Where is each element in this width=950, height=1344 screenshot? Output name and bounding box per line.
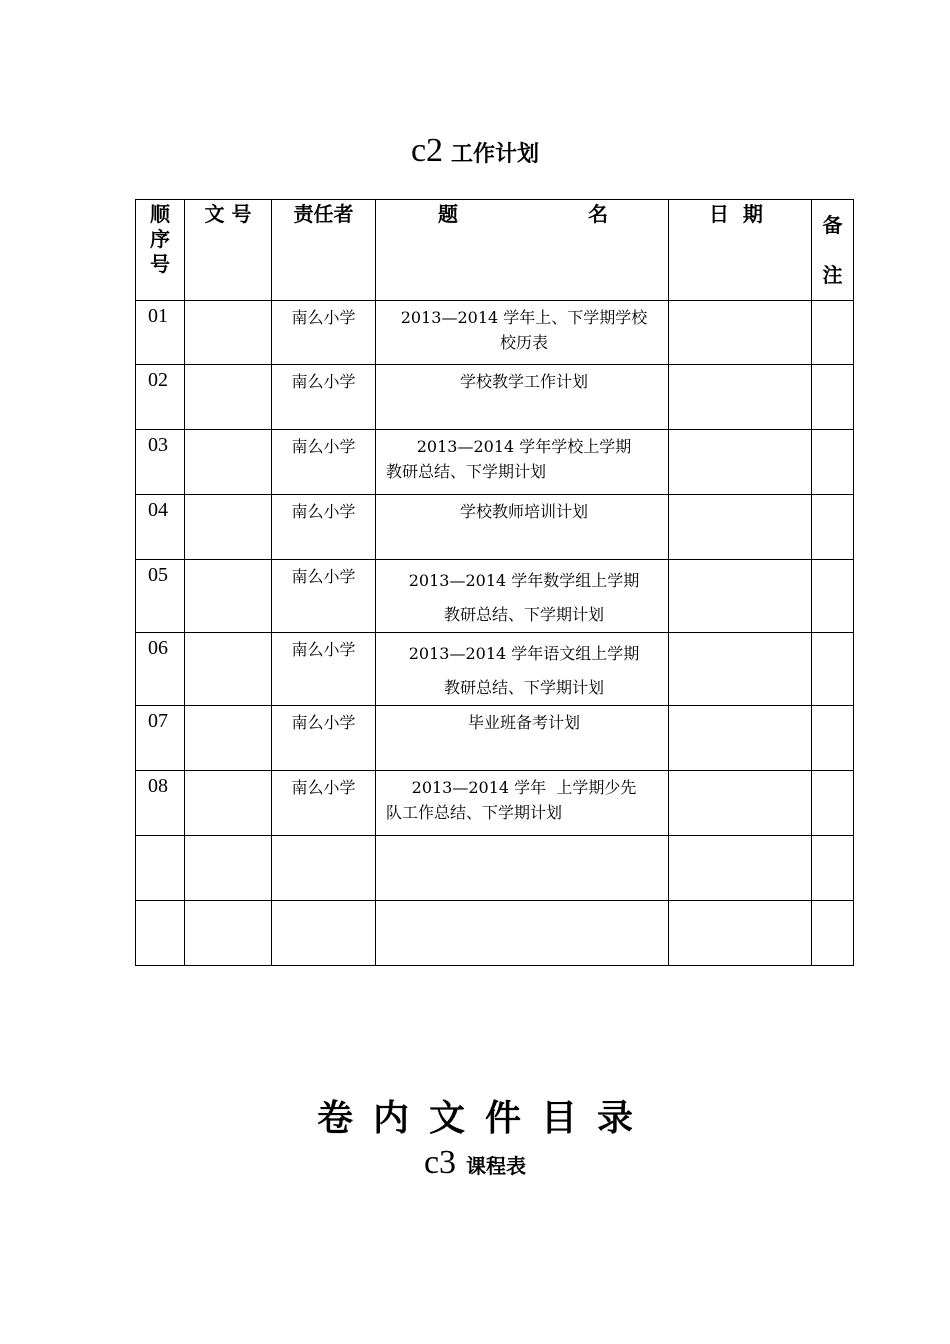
row-title-line: 教研总结、下学期计划	[386, 462, 547, 481]
header-responsible: 责任者	[272, 200, 376, 301]
row-seq: 08	[136, 771, 185, 836]
header-date: 日 期	[669, 200, 812, 301]
row-responsible: 南么小学	[272, 430, 376, 495]
section-code: c3	[423, 1144, 457, 1181]
row-remark	[812, 836, 854, 901]
row-date	[669, 706, 812, 771]
row-title-line: 学校教师培训计划	[459, 502, 588, 521]
section-label: 工作计划	[451, 142, 540, 167]
row-title-line: 2013—2014 学年语文组上学期	[408, 644, 640, 663]
row-docno	[185, 901, 272, 966]
row-remark	[812, 560, 854, 633]
row-remark	[812, 706, 854, 771]
row-title	[376, 706, 669, 771]
table-row	[136, 771, 854, 836]
row-responsible: 南么小学	[272, 633, 376, 706]
file-catalog-table	[135, 199, 854, 966]
row-responsible: 南么小学	[272, 771, 376, 836]
row-date	[669, 560, 812, 633]
row-title-line: 2013—2014 学年 上学期少先	[411, 778, 637, 797]
table-row	[136, 706, 854, 771]
row-date	[669, 901, 812, 966]
table-row	[136, 901, 854, 966]
row-responsible: 南么小学	[272, 365, 376, 430]
section-code: c2	[410, 132, 444, 169]
row-date	[669, 836, 812, 901]
row-title	[376, 836, 669, 901]
table-row	[136, 560, 854, 633]
row-title	[376, 365, 669, 430]
row-docno	[185, 560, 272, 633]
row-date	[669, 495, 812, 560]
table-row	[136, 633, 854, 706]
row-title-line: 2013—2014 学年学校上学期	[416, 437, 632, 456]
row-date	[669, 633, 812, 706]
table-header-row	[136, 200, 854, 301]
row-title-line: 队工作总结、下学期计划	[386, 803, 563, 822]
row-seq: 01	[136, 301, 185, 365]
row-title	[376, 495, 669, 560]
table-row	[136, 301, 854, 365]
row-seq	[136, 901, 185, 966]
row-docno	[185, 430, 272, 495]
table-row	[136, 836, 854, 901]
row-docno	[185, 633, 272, 706]
row-docno	[185, 495, 272, 560]
volume-catalog-heading: 卷内文件目录	[316, 1098, 653, 1139]
row-title-line: 2013—2014 学年数学组上学期	[408, 571, 640, 590]
header-remark: 备 注	[812, 200, 854, 301]
row-seq: 02	[136, 365, 185, 430]
row-responsible: 南么小学	[272, 301, 376, 365]
table-row	[136, 430, 854, 495]
row-responsible: 南么小学	[272, 495, 376, 560]
row-remark	[812, 771, 854, 836]
header-docno: 文 号	[185, 200, 272, 301]
row-date	[669, 430, 812, 495]
row-responsible	[272, 836, 376, 901]
row-title-line: 校历表	[499, 333, 548, 352]
row-title	[376, 430, 669, 495]
row-docno	[185, 301, 272, 365]
row-title-line: 学校教学工作计划	[459, 372, 588, 391]
row-docno	[185, 706, 272, 771]
row-responsible: 南么小学	[272, 560, 376, 633]
row-seq: 03	[136, 430, 185, 495]
row-docno	[185, 365, 272, 430]
row-title-line: 2013—2014 学年上、下学期学校	[400, 308, 648, 327]
section-title-c3	[0, 1144, 950, 1182]
row-title-line: 教研总结、下学期计划	[443, 678, 604, 697]
row-title	[376, 633, 669, 706]
row-remark	[812, 633, 854, 706]
row-title-line: 教研总结、下学期计划	[443, 605, 604, 624]
row-date	[669, 771, 812, 836]
section-title-c2	[0, 132, 950, 170]
header-seq: 顺 序 号	[136, 200, 185, 301]
table-row	[136, 495, 854, 560]
row-seq	[136, 836, 185, 901]
table-row	[136, 365, 854, 430]
row-responsible	[272, 901, 376, 966]
row-docno	[185, 836, 272, 901]
row-date	[669, 365, 812, 430]
row-remark	[812, 495, 854, 560]
row-title	[376, 560, 669, 633]
row-remark	[812, 430, 854, 495]
row-seq: 04	[136, 495, 185, 560]
row-seq: 06	[136, 633, 185, 706]
section-label: 课程表	[466, 1154, 527, 1178]
row-seq: 05	[136, 560, 185, 633]
row-remark	[812, 365, 854, 430]
row-seq: 07	[136, 706, 185, 771]
row-title-line: 毕业班备考计划	[467, 713, 580, 732]
row-remark	[812, 901, 854, 966]
row-docno	[185, 771, 272, 836]
row-title	[376, 771, 669, 836]
row-title	[376, 901, 669, 966]
row-date	[669, 301, 812, 365]
row-remark	[812, 301, 854, 365]
header-title: 题 名	[376, 200, 669, 301]
row-responsible: 南么小学	[272, 706, 376, 771]
row-title	[376, 301, 669, 365]
